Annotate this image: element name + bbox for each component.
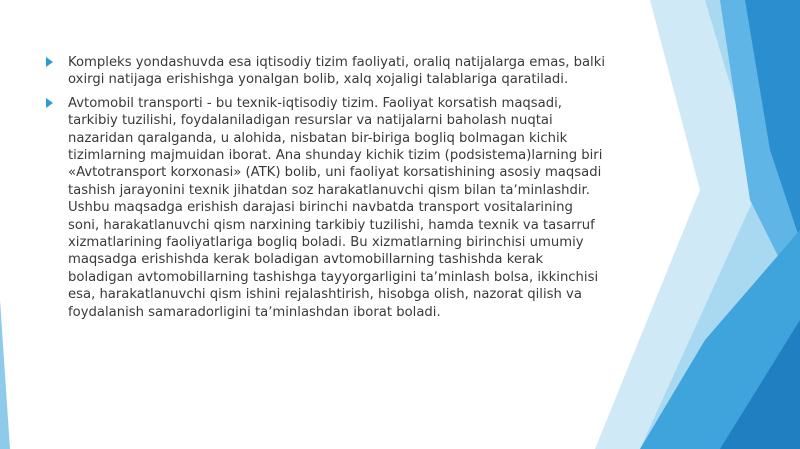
- bullet-text: Kompleks yondashuvda esa iqtisodiy tizim faoliyati, oraliq natijalarga emas, balki oxirgi natijaga erishishga yonalgan bolib, xalq xojaligi talablariga qaratiladi.: [68, 55, 606, 88]
- bullet-item: [46, 54, 606, 89]
- triangle-bullet-icon: [46, 98, 53, 108]
- triangle-bullet-icon: [46, 57, 53, 67]
- bullet-item: [46, 95, 606, 321]
- slide-content: [46, 54, 606, 327]
- left-accent-shape: [0, 300, 10, 449]
- bullet-text: Avtomobil transporti - bu texnik-iqtisodiy tizim. Faoliyat korsatish maqsadi, tarkibiy tuzilishi, foydalaniladigan resurslar va natijalarni baholash nuqtai nazaridan qaralganda, u alohida, nisbatan bir-biriga bogliq bolmagan kichik tizimlarning majmuidan iborat. Ana shunday kichik tizim (podsistema)larning biri «Avtotransport korxonasi» (ATK) bolib, uni faoliyat korsatishining asosiy maqsadi tashish jarayonini texnik jihatdan soz harakatlanuvchi qism bilan taʼminlashdir. Ushbu maqsadga erishish darajasi birinchi navbatda transport vositalarining soni, harakatlanuvchi qism narxining tarkibiy tuzilishi, hamda texnik va tasarruf xizmatlarining faoliyatlariga bogliq boladi. Bu xizmatlarning birinchisi umumiy maqsadga erishishda kerak boladigan avtomobillarning tashishda kerak boladigan avtomobillarning tashishga tayyorgarligini taʼminlash bolsa, ikkinchisi esa, harakatlanuvchi qism ishini rejalashtirish, hisobga olish, nazorat qilish va foydalanish samaradorligini taʼminlashdan iborat boladi.: [68, 95, 603, 320]
